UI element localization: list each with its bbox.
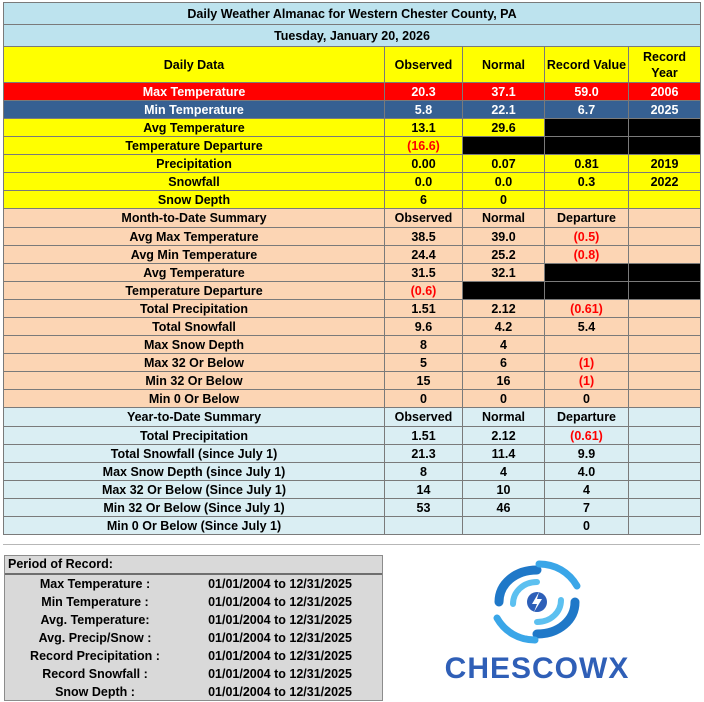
normal-value: 29.6 (463, 119, 545, 137)
observed-value: (0.6) (385, 282, 463, 300)
observed-value: 0.0 (385, 173, 463, 191)
departure-value: 0 (545, 517, 629, 535)
table-row (4, 119, 701, 137)
blank-cell (629, 318, 701, 336)
blank-cell (629, 137, 701, 155)
blank-cell (463, 282, 545, 300)
table-row (4, 427, 701, 445)
period-label: Max Temperature : (39, 577, 151, 591)
observed-value: 14 (385, 481, 463, 499)
period-row (5, 629, 382, 647)
table-row (4, 390, 701, 408)
table-row (4, 173, 701, 191)
normal-value: 11.4 (463, 445, 545, 463)
table-row (4, 318, 701, 336)
record-value: 59.0 (545, 83, 629, 101)
normal-value: 46 (463, 499, 545, 517)
swirl-storm-logo-icon (477, 552, 597, 652)
daily-header-label: Daily Data (4, 47, 385, 83)
mtd-header-normal: Normal (463, 209, 545, 228)
daily-header-observed: Observed (385, 47, 463, 83)
observed-value: 20.3 (385, 83, 463, 101)
row-label: Min 32 Or Below (Since July 1) (4, 499, 385, 517)
period-range: 01/01/2004 to 12/31/2025 (208, 577, 352, 591)
table-row (4, 101, 701, 119)
daily-header-record-value: Record Value (545, 47, 629, 83)
table-row (4, 155, 701, 173)
departure-value: 9.9 (545, 445, 629, 463)
period-range: 01/01/2004 to 12/31/2025 (208, 649, 352, 663)
observed-value: 5 (385, 354, 463, 372)
blank-cell (629, 372, 701, 390)
mtd-header-departure: Departure (545, 209, 629, 228)
mtd-header-row (4, 209, 701, 228)
period-label: Record Snowfall : (42, 667, 148, 681)
ytd-header-observed: Observed (385, 408, 463, 427)
table-row (4, 481, 701, 499)
period-range: 01/01/2004 to 12/31/2025 (208, 613, 352, 627)
blank-cell (629, 228, 701, 246)
normal-value: 37.1 (463, 83, 545, 101)
normal-value: 0 (463, 390, 545, 408)
chescowx-logo (395, 548, 697, 700)
row-label: Snowfall (4, 173, 385, 191)
record-value: 0.81 (545, 155, 629, 173)
row-label: Snow Depth (4, 191, 385, 209)
row-label: Min Temperature (4, 101, 385, 119)
normal-value: 10 (463, 481, 545, 499)
blank-cell (629, 354, 701, 372)
row-label: Total Snowfall (since July 1) (4, 445, 385, 463)
record-year (629, 191, 701, 209)
row-label: Total Precipitation (4, 427, 385, 445)
normal-value: 22.1 (463, 101, 545, 119)
table-row (4, 282, 701, 300)
record-year: 2022 (629, 173, 701, 191)
divider (3, 544, 700, 545)
row-label: Temperature Departure (4, 137, 385, 155)
blank-cell (629, 336, 701, 354)
observed-value: 8 (385, 336, 463, 354)
daily-header-record-year: Record Year (629, 47, 701, 83)
observed-value: 8 (385, 463, 463, 481)
table-row (4, 83, 701, 101)
ytd-header-normal: Normal (463, 408, 545, 427)
blank-cell (463, 137, 545, 155)
departure-value: 0 (545, 390, 629, 408)
observed-value: 38.5 (385, 228, 463, 246)
departure-value: (0.61) (545, 427, 629, 445)
blank-cell (629, 481, 701, 499)
period-of-record-panel (4, 555, 383, 701)
period-of-record-title: Period of Record: (5, 556, 382, 575)
blank-cell (629, 119, 701, 137)
normal-value (463, 517, 545, 535)
observed-value (385, 517, 463, 535)
table-row (4, 463, 701, 481)
normal-value: 32.1 (463, 264, 545, 282)
departure-value: (0.5) (545, 228, 629, 246)
observed-value: 31.5 (385, 264, 463, 282)
blank-cell (629, 246, 701, 264)
departure-value: (0.8) (545, 246, 629, 264)
blank-cell (629, 499, 701, 517)
observed-value: 15 (385, 372, 463, 390)
daily-header-row (4, 47, 701, 83)
logo-text: CHESCOWX (444, 652, 630, 685)
period-row (5, 611, 382, 629)
record-value: 6.7 (545, 101, 629, 119)
departure-value: 7 (545, 499, 629, 517)
observed-value: 13.1 (385, 119, 463, 137)
mtd-header-label: Month-to-Date Summary (4, 209, 385, 228)
ytd-header-label: Year-to-Date Summary (4, 408, 385, 427)
departure-value: (0.61) (545, 300, 629, 318)
row-label: Avg Max Temperature (4, 228, 385, 246)
row-label: Total Precipitation (4, 300, 385, 318)
observed-value: 6 (385, 191, 463, 209)
normal-value: 6 (463, 354, 545, 372)
departure-value: 4.0 (545, 463, 629, 481)
observed-value: 0 (385, 390, 463, 408)
table-row (4, 336, 701, 354)
blank-cell (629, 282, 701, 300)
normal-value: 39.0 (463, 228, 545, 246)
table-row (4, 264, 701, 282)
blank-cell (545, 282, 629, 300)
normal-value: 0 (463, 191, 545, 209)
blank-cell (629, 445, 701, 463)
row-label: Max Snow Depth (4, 336, 385, 354)
row-label: Max 32 Or Below (Since July 1) (4, 481, 385, 499)
observed-value: 5.8 (385, 101, 463, 119)
table-row (4, 137, 701, 155)
observed-value: 53 (385, 499, 463, 517)
table-row (4, 228, 701, 246)
period-label: Snow Depth : (55, 685, 135, 699)
almanac-date: Tuesday, January 20, 2026 (4, 25, 701, 47)
record-year: 2019 (629, 155, 701, 173)
departure-value: (1) (545, 354, 629, 372)
normal-value: 4.2 (463, 318, 545, 336)
observed-value: 0.00 (385, 155, 463, 173)
normal-value: 16 (463, 372, 545, 390)
table-row (4, 300, 701, 318)
blank-cell (629, 427, 701, 445)
row-label: Min 32 Or Below (4, 372, 385, 390)
normal-value: 2.12 (463, 300, 545, 318)
table-row (4, 517, 701, 535)
row-label: Temperature Departure (4, 282, 385, 300)
period-label: Avg. Temperature: (40, 613, 150, 627)
ytd-header-row (4, 408, 701, 427)
table-row (4, 354, 701, 372)
period-row (5, 593, 382, 611)
blank-cell (629, 463, 701, 481)
normal-value: 0.0 (463, 173, 545, 191)
table-row (4, 372, 701, 390)
period-row (5, 575, 382, 593)
period-label: Avg. Precip/Snow : (38, 631, 152, 645)
blank-cell (629, 264, 701, 282)
observed-value: 9.6 (385, 318, 463, 336)
period-row (5, 683, 382, 701)
almanac-title: Daily Weather Almanac for Western Chester County, PA (4, 3, 701, 25)
blank-cell (545, 264, 629, 282)
row-label: Max Snow Depth (since July 1) (4, 463, 385, 481)
observed-value: 24.4 (385, 246, 463, 264)
blank-cell (629, 408, 701, 427)
period-range: 01/01/2004 to 12/31/2025 (208, 631, 352, 645)
period-label: Min Temperature : (41, 595, 149, 609)
departure-value: 4 (545, 481, 629, 499)
normal-value: 2.12 (463, 427, 545, 445)
blank-cell (629, 300, 701, 318)
record-year: 2025 (629, 101, 701, 119)
observed-value: 21.3 (385, 445, 463, 463)
normal-value: 0.07 (463, 155, 545, 173)
table-row (4, 499, 701, 517)
row-label: Max 32 Or Below (4, 354, 385, 372)
mtd-header-observed: Observed (385, 209, 463, 228)
row-label: Avg Min Temperature (4, 246, 385, 264)
departure-value (545, 336, 629, 354)
ytd-header-departure: Departure (545, 408, 629, 427)
blank-cell (629, 390, 701, 408)
record-value (545, 191, 629, 209)
period-label: Record Precipitation : (30, 649, 160, 663)
departure-value: 5.4 (545, 318, 629, 336)
row-label: Avg Temperature (4, 264, 385, 282)
row-label: Min 0 Or Below (Since July 1) (4, 517, 385, 535)
record-value: 0.3 (545, 173, 629, 191)
observed-value: 1.51 (385, 427, 463, 445)
normal-value: 4 (463, 463, 545, 481)
period-row (5, 665, 382, 683)
period-range: 01/01/2004 to 12/31/2025 (208, 667, 352, 681)
table-row (4, 246, 701, 264)
table-row (4, 445, 701, 463)
normal-value: 25.2 (463, 246, 545, 264)
blank-cell (545, 137, 629, 155)
row-label: Min 0 Or Below (4, 390, 385, 408)
normal-value: 4 (463, 336, 545, 354)
period-row (5, 647, 382, 665)
table-row (4, 191, 701, 209)
blank-cell (545, 119, 629, 137)
record-year: 2006 (629, 83, 701, 101)
almanac-table (3, 2, 701, 535)
period-range: 01/01/2004 to 12/31/2025 (208, 595, 352, 609)
departure-value: (1) (545, 372, 629, 390)
blank-cell (629, 517, 701, 535)
blank-cell (629, 209, 701, 228)
daily-header-normal: Normal (463, 47, 545, 83)
observed-value: (16.6) (385, 137, 463, 155)
row-label: Max Temperature (4, 83, 385, 101)
row-label: Total Snowfall (4, 318, 385, 336)
period-range: 01/01/2004 to 12/31/2025 (208, 685, 352, 699)
row-label: Precipitation (4, 155, 385, 173)
row-label: Avg Temperature (4, 119, 385, 137)
observed-value: 1.51 (385, 300, 463, 318)
